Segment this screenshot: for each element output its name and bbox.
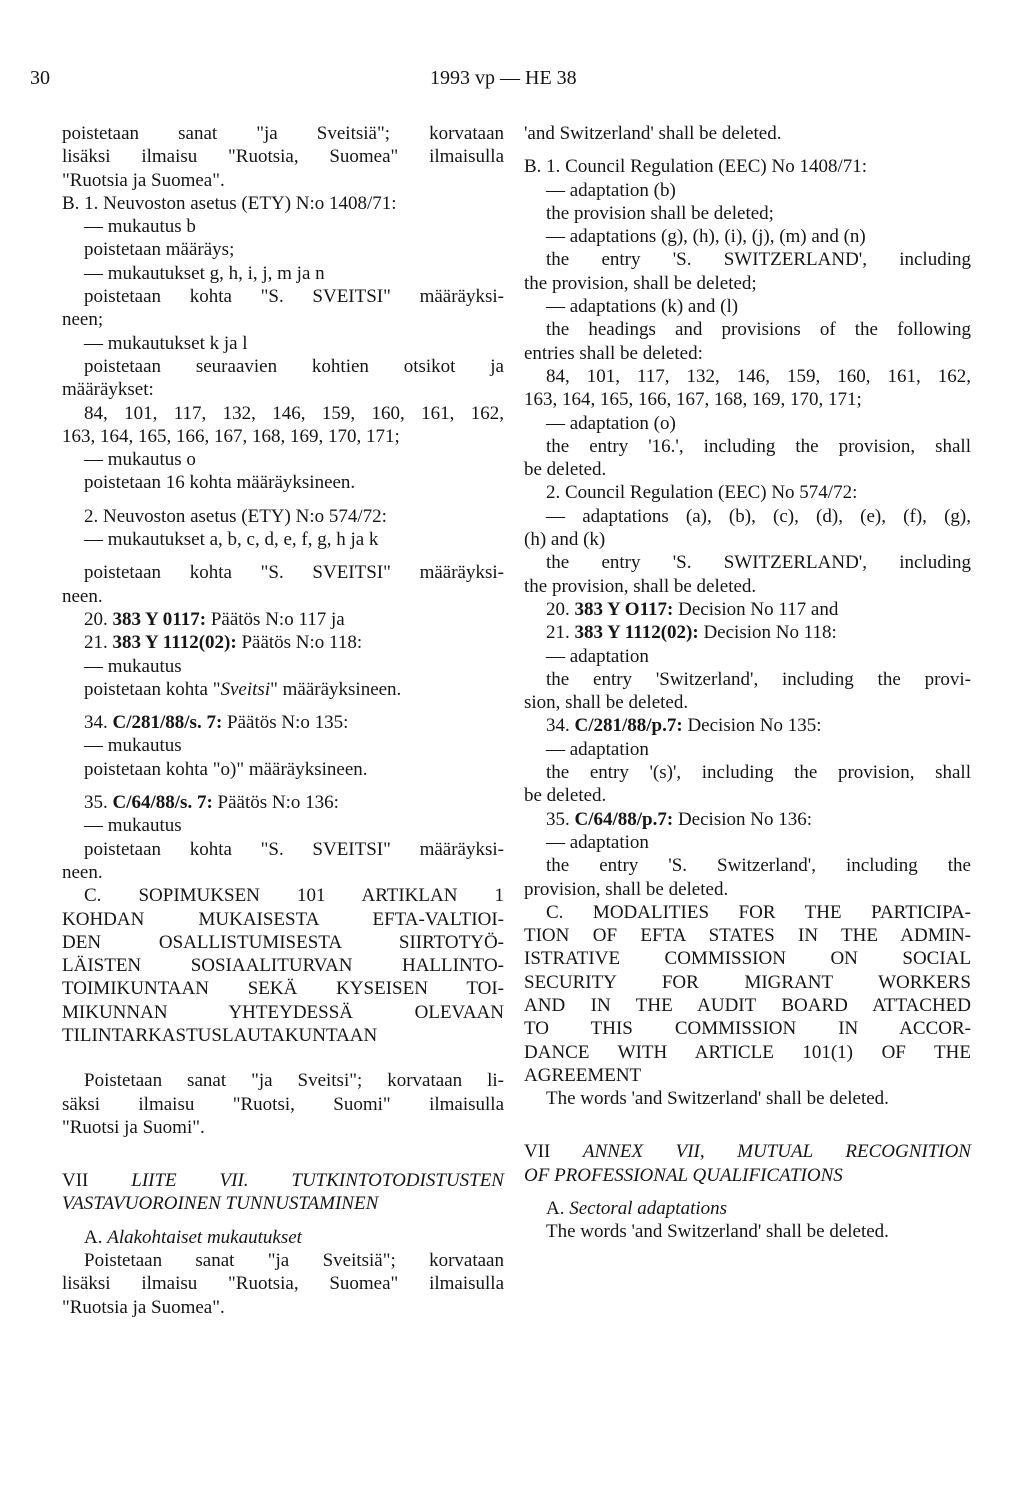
line-text: VII <box>524 1141 583 1163</box>
line-text: be deleted. <box>524 459 607 481</box>
page-number: 30 <box>30 67 50 89</box>
text-line <box>62 655 504 678</box>
text-line <box>62 1001 504 1024</box>
paragraph-gap <box>62 1139 504 1169</box>
line-text: TOIMIKUNTAAN SEKÄ KYSEISEN TOI- <box>62 978 504 1000</box>
line-text: MIKUNNAN YHTEYDESSÄ OLEVAAN <box>62 1001 504 1023</box>
line-text: the headings and provisions of the following <box>546 319 971 341</box>
text-line <box>524 481 971 504</box>
line-text: "Ruotsia ja Suomea". <box>62 169 225 191</box>
line-text: B. 1. Neuvoston asetus (ETY) N:o 1408/71: <box>62 192 397 214</box>
line-text: poistetaan kohta "S. SVEITSI" määräyksi- <box>84 286 504 308</box>
text-line <box>62 192 504 215</box>
text-line <box>524 621 971 644</box>
text-line <box>62 528 504 551</box>
text-line <box>62 1093 504 1116</box>
text-line <box>524 458 971 481</box>
line-text: neen; <box>62 309 104 331</box>
text-line <box>62 145 504 168</box>
line-text: Poistetaan sanat "ja Sveitsi"; korvataan li- <box>84 1070 504 1092</box>
finnish-column <box>62 122 504 1319</box>
line-text: 'and Switzerland' shall be deleted. <box>524 123 782 144</box>
text-line <box>524 388 971 411</box>
line-text: 34. <box>84 712 113 734</box>
text-line <box>524 924 971 947</box>
text-line <box>62 169 504 192</box>
text-line <box>62 561 504 584</box>
line-text: — mukautus o <box>84 449 196 471</box>
text-line <box>62 734 504 757</box>
text-line <box>524 342 971 365</box>
line-text: — mukautukset g, h, i, j, m ja n <box>84 262 325 284</box>
line-text: KOHDAN MUKAISESTA EFTA-VALTIOI- <box>62 908 504 930</box>
text-line <box>62 758 504 781</box>
line-text: Päätös N:o 118: <box>236 632 363 654</box>
line-text: neen. <box>62 861 103 883</box>
italic-text: ANNEX VII, MUTUAL RECOGNITION <box>582 1141 971 1163</box>
line-text: poistetaan määräys; <box>84 239 235 261</box>
text-line <box>62 631 504 654</box>
line-text: 2. Neuvoston asetus (ETY) N:o 574/72: <box>84 505 387 527</box>
text-line <box>524 1220 971 1243</box>
text-line <box>524 901 971 924</box>
line-text: 20. <box>546 598 575 620</box>
line-text: entries shall be deleted: <box>524 342 703 364</box>
line-text: 163, 164, 165, 166, 167, 168, 169, 170, 171; <box>62 425 400 447</box>
running-header: 1993 vp — HE 38 <box>430 67 577 89</box>
line-text: Päätös N:o 135: <box>222 712 349 734</box>
italic-text: Alakohtaiset mukautukset <box>107 1226 302 1248</box>
line-text: C. SOPIMUKSEN 101 ARTIKLAN 1 <box>84 885 504 907</box>
line-text: The words 'and Switzerland' shall be deleted. <box>546 1221 889 1243</box>
line-text: (h) and (k) <box>524 529 606 551</box>
line-text: — mukautus <box>84 815 182 837</box>
paragraph-gap <box>62 495 504 505</box>
text-line <box>524 528 971 551</box>
text-line <box>62 931 504 954</box>
text-line <box>524 575 971 598</box>
text-line <box>62 977 504 1000</box>
text-line <box>524 714 971 737</box>
line-text: Decision No 118: <box>698 622 837 644</box>
text-line <box>524 551 971 574</box>
line-text: — adaptations (a), (b), (c), (d), (e), (f), (g), <box>546 505 971 527</box>
paragraph-gap <box>62 551 504 561</box>
line-text: poistetaan kohta "o)" määräyksineen. <box>84 758 368 780</box>
line-text: 21. <box>84 632 113 654</box>
line-text: the provision, shall be deleted; <box>524 272 757 294</box>
line-text: the entry 'Switzerland', including the provi- <box>546 668 971 690</box>
text-line <box>62 838 504 861</box>
line-text: the provision shall be deleted; <box>546 202 774 224</box>
bold-reference: 383 Y 1112(02): <box>112 632 237 654</box>
line-text: the provision, shall be deleted. <box>524 575 757 597</box>
line-text: — adaptations (g), (h), (i), (j), (m) and (n) <box>546 226 866 248</box>
line-text: säksi ilmaisu "Ruotsi, Suomi" ilmaisulla <box>62 1093 504 1115</box>
line-text: 35. <box>84 792 113 814</box>
line-text: Decision No 117 and <box>673 598 839 620</box>
text-line <box>62 585 504 608</box>
line-text: DANCE WITH ARTICLE 101(1) OF THE <box>524 1041 971 1063</box>
text-line <box>524 831 971 854</box>
text-line <box>524 1197 971 1220</box>
line-text: 163, 164, 165, 166, 167, 168, 169, 170, 171; <box>524 389 862 411</box>
line-text: TO THIS COMMISSION IN ACCOR- <box>524 1018 971 1040</box>
text-line <box>62 884 504 907</box>
text-line <box>524 668 971 691</box>
paragraph-gap <box>62 781 504 791</box>
text-line <box>62 711 504 734</box>
text-line <box>62 425 504 448</box>
text-line <box>524 971 971 994</box>
text-line <box>524 738 971 761</box>
text-line <box>62 285 504 308</box>
text-line <box>524 505 971 528</box>
line-text: The words 'and Switzerland' shall be deleted. <box>546 1088 889 1110</box>
line-text: "Ruotsi ja Suomi". <box>62 1116 205 1138</box>
text-line <box>524 1017 971 1040</box>
text-line <box>524 1087 971 1110</box>
line-text: A. <box>84 1226 108 1248</box>
text-line <box>62 471 504 494</box>
text-line <box>62 122 504 145</box>
line-text: — adaptation <box>546 645 649 667</box>
line-text: the entry 'S. SWITZERLAND', including <box>546 249 971 271</box>
text-line <box>62 402 504 425</box>
bold-reference: 383 Y 0117: <box>112 608 207 630</box>
line-text: A. <box>546 1198 570 1220</box>
text-line <box>524 1064 971 1087</box>
line-text: AND IN THE AUDIT BOARD ATTACHED <box>524 994 971 1016</box>
line-text: Decision No 135: <box>682 715 822 737</box>
line-text: määräykset: <box>62 379 154 401</box>
line-text: — mukautus b <box>84 216 196 238</box>
line-text: lisäksi ilmaisu "Ruotsia, Suomea" ilmaisulla <box>62 1273 504 1295</box>
text-line <box>62 355 504 378</box>
text-line <box>62 1069 504 1092</box>
text-line <box>524 155 971 178</box>
text-line <box>524 947 971 970</box>
text-line <box>62 678 504 701</box>
text-line <box>62 861 504 884</box>
text-line <box>62 1226 504 1249</box>
text-line <box>62 954 504 977</box>
paragraph-gap <box>524 145 971 155</box>
line-text: — adaptation (b) <box>546 179 676 201</box>
italic-text: VASTAVUOROINEN TUNNUSTAMINEN <box>62 1193 379 1215</box>
line-text: Päätös N:o 136: <box>212 792 339 814</box>
line-text: poistetaan sanat "ja Sveitsiä"; korvataan <box>62 123 504 144</box>
line-text: the entry '(s)', including the provision, shall <box>546 762 971 784</box>
line-text: sion, shall be deleted. <box>524 692 689 714</box>
text-line <box>62 308 504 331</box>
line-text: AGREEMENT <box>524 1064 642 1086</box>
text-line <box>62 1272 504 1295</box>
line-text: poistetaan kohta "S. SVEITSI" määräyksi- <box>84 562 504 584</box>
text-line <box>524 365 971 388</box>
text-line <box>62 378 504 401</box>
text-line <box>524 295 971 318</box>
line-text: — mukautus <box>84 655 182 677</box>
text-line <box>524 318 971 341</box>
text-line <box>524 645 971 668</box>
text-line <box>524 878 971 901</box>
line-text: provision, shall be deleted. <box>524 878 729 900</box>
line-text: 2. Council Regulation (EEC) No 574/72: <box>546 482 858 504</box>
bold-reference: C/281/88/s. 7: <box>112 712 223 734</box>
line-text: B. 1. Council Regulation (EEC) No 1408/71: <box>524 156 868 178</box>
paragraph-gap <box>524 1187 971 1197</box>
text-line <box>62 1116 504 1139</box>
line-text: poistetaan kohta " <box>84 678 221 700</box>
text-line <box>62 262 504 285</box>
text-line <box>524 784 971 807</box>
text-line <box>524 225 971 248</box>
text-line <box>524 435 971 458</box>
line-text: the entry '16.', including the provision, shall <box>546 435 971 457</box>
line-text: 34. <box>546 715 575 737</box>
text-line <box>524 122 971 145</box>
text-line <box>62 791 504 814</box>
text-line <box>524 1041 971 1064</box>
line-text: — mukautus <box>84 735 182 757</box>
line-text: — adaptation <box>546 831 649 853</box>
line-text: Decision No 136: <box>673 808 812 830</box>
text-line <box>524 412 971 435</box>
text-line <box>524 1164 971 1187</box>
line-text: be deleted. <box>524 785 607 807</box>
line-text: 84, 101, 117, 132, 146, 159, 160, 161, 162, <box>546 365 971 387</box>
line-text: poistetaan kohta "S. SVEITSI" määräyksi- <box>84 838 504 860</box>
text-line <box>524 598 971 621</box>
paragraph-gap <box>62 1047 504 1069</box>
text-line <box>524 761 971 784</box>
italic-text: Sveitsi <box>220 678 271 700</box>
line-text: 20. <box>84 608 113 630</box>
text-line <box>62 1192 504 1215</box>
line-text: poistetaan 16 kohta määräyksineen. <box>84 472 356 494</box>
line-text: Poistetaan sanat "ja Sveitsiä"; korvataan <box>84 1250 504 1272</box>
text-line <box>62 608 504 631</box>
line-text: 84, 101, 117, 132, 146, 159, 160, 161, 162, <box>84 402 504 424</box>
italic-text: LIITE VII. TUTKINTOTODISTUSTEN <box>131 1170 504 1192</box>
text-line <box>524 994 971 1017</box>
line-text: — mukautukset k ja l <box>84 332 248 354</box>
line-text: lisäksi ilmaisu "Ruotsia, Suomea" ilmaisulla <box>62 146 504 168</box>
english-column <box>524 122 971 1244</box>
italic-text: OF PROFESSIONAL QUALIFICATIONS <box>524 1164 843 1186</box>
line-text: SECURITY FOR MIGRANT WORKERS <box>524 971 971 993</box>
text-line <box>62 1296 504 1319</box>
text-line <box>524 179 971 202</box>
line-text: — adaptations (k) and (l) <box>546 296 739 318</box>
line-text: poistetaan seuraavien kohtien otsikot ja <box>84 355 504 377</box>
line-text: the entry 'S. Switzerland', including the <box>546 855 971 877</box>
bold-reference: 383 Y O117: <box>574 598 674 620</box>
line-text: ISTRATIVE COMMISSION ON SOCIAL <box>524 948 971 970</box>
text-line <box>62 332 504 355</box>
line-text: C. MODALITIES FOR THE PARTICIPA- <box>546 901 971 923</box>
bold-reference: C/64/88/p.7: <box>574 808 674 830</box>
line-text: LÄISTEN SOSIAALITURVAN HALLINTO- <box>62 955 504 977</box>
line-text: — mukautukset a, b, c, d, e, f, g, h ja k <box>84 529 379 551</box>
italic-text: Sectoral adaptations <box>569 1198 728 1220</box>
text-line <box>524 248 971 271</box>
paragraph-gap <box>62 1216 504 1226</box>
text-line <box>524 808 971 831</box>
text-line <box>524 691 971 714</box>
line-text: " määräyksineen. <box>270 678 402 700</box>
paragraph-gap <box>524 1110 971 1140</box>
text-line <box>62 814 504 837</box>
paragraph-gap <box>62 701 504 711</box>
text-line <box>62 238 504 261</box>
text-line <box>62 505 504 528</box>
text-line <box>524 272 971 295</box>
line-text: — adaptation (o) <box>546 412 676 434</box>
text-line <box>62 1249 504 1272</box>
line-text: TILINTARKASTUSLAUTAKUNTAAN <box>62 1024 378 1046</box>
text-line <box>62 1024 504 1047</box>
line-text: 21. <box>546 622 575 644</box>
line-text: "Ruotsia ja Suomea". <box>62 1296 225 1318</box>
bold-reference: C/281/88/p.7: <box>574 715 683 737</box>
text-line <box>524 854 971 877</box>
line-text: — adaptation <box>546 738 649 760</box>
line-text: 35. <box>546 808 575 830</box>
line-text: TION OF EFTA STATES IN THE ADMIN- <box>524 925 971 947</box>
line-text: Päätös N:o 117 ja <box>206 608 345 630</box>
bold-reference: 383 Y 1112(02): <box>574 622 699 644</box>
text-line <box>62 1169 504 1192</box>
text-line <box>524 1140 971 1163</box>
line-text: neen. <box>62 585 103 607</box>
line-text: VII <box>62 1170 132 1192</box>
text-line <box>62 215 504 238</box>
bold-reference: C/64/88/s. 7: <box>112 792 213 814</box>
text-line <box>524 202 971 225</box>
text-line <box>62 448 504 471</box>
line-text: DEN OSALLISTUMISESTA SIIRTOTYÖ- <box>62 931 504 953</box>
line-text: the entry 'S. SWITZERLAND', including <box>546 552 971 574</box>
text-line <box>62 908 504 931</box>
